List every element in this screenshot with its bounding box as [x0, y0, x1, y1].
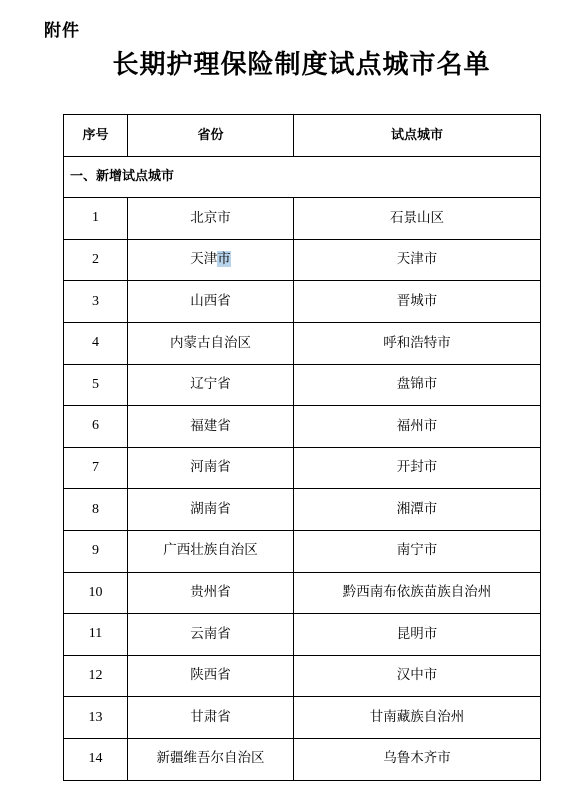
row-province: 甘肃省 [128, 697, 294, 739]
row-province: 河南省 [128, 447, 294, 489]
row-number: 12 [64, 655, 128, 697]
row-province: 辽宁省 [128, 364, 294, 406]
row-province: 湖南省 [128, 489, 294, 531]
row-city: 呼和浩特市 [294, 322, 541, 364]
table-header-row [64, 115, 541, 157]
row-province: 山西省 [128, 281, 294, 323]
table-row [64, 697, 541, 739]
header-city: 试点城市 [294, 115, 541, 157]
row-number: 4 [64, 322, 128, 364]
row-province: 北京市 [128, 198, 294, 240]
table-row [64, 364, 541, 406]
row-number: 2 [64, 239, 128, 281]
row-number: 3 [64, 281, 128, 323]
table-row [64, 572, 541, 614]
table-row [64, 406, 541, 448]
row-number: 9 [64, 530, 128, 572]
row-city: 湘潭市 [294, 489, 541, 531]
row-province: 内蒙古自治区 [128, 322, 294, 364]
row-city: 南宁市 [294, 530, 541, 572]
header-number: 序号 [64, 115, 128, 157]
row-city: 昆明市 [294, 614, 541, 656]
table-row [64, 322, 541, 364]
row-number: 8 [64, 489, 128, 531]
row-city: 天津市 [294, 239, 541, 281]
row-number: 14 [64, 738, 128, 780]
row-number: 5 [64, 364, 128, 406]
section-row [64, 156, 541, 198]
table-row [64, 655, 541, 697]
section-label: 一、新增试点城市 [64, 156, 541, 198]
row-city: 盘锦市 [294, 364, 541, 406]
header-province: 省份 [128, 115, 294, 157]
row-province: 陕西省 [128, 655, 294, 697]
row-city: 黔西南布依族苗族自治州 [294, 572, 541, 614]
row-city: 晋城市 [294, 281, 541, 323]
row-city: 石景山区 [294, 198, 541, 240]
row-city: 开封市 [294, 447, 541, 489]
row-number: 1 [64, 198, 128, 240]
row-city: 乌鲁木齐市 [294, 738, 541, 780]
table-row [64, 198, 541, 240]
row-number: 7 [64, 447, 128, 489]
row-province: 新疆维吾尔自治区 [128, 738, 294, 780]
row-number: 10 [64, 572, 128, 614]
table-row [64, 447, 541, 489]
attachment-label: 附件 [44, 21, 80, 41]
province-text: 天津 [190, 251, 218, 268]
row-province: 广西壮族自治区 [128, 530, 294, 572]
table-row [64, 239, 541, 281]
row-number: 6 [64, 406, 128, 448]
document-title: 长期护理保险制度试点城市名单 [112, 50, 491, 80]
row-province [128, 239, 294, 281]
pilot-cities-table [63, 114, 541, 781]
row-city: 福州市 [294, 406, 541, 448]
table-row [64, 281, 541, 323]
row-province: 贵州省 [128, 572, 294, 614]
row-city: 汉中市 [294, 655, 541, 697]
table-row [64, 489, 541, 531]
text-selection-highlight[interactable]: 市 [217, 251, 231, 268]
row-number: 13 [64, 697, 128, 739]
row-province: 云南省 [128, 614, 294, 656]
table-row [64, 530, 541, 572]
table-row [64, 614, 541, 656]
table-row [64, 738, 541, 780]
row-city: 甘南藏族自治州 [294, 697, 541, 739]
row-number: 11 [64, 614, 128, 656]
row-province: 福建省 [128, 406, 294, 448]
